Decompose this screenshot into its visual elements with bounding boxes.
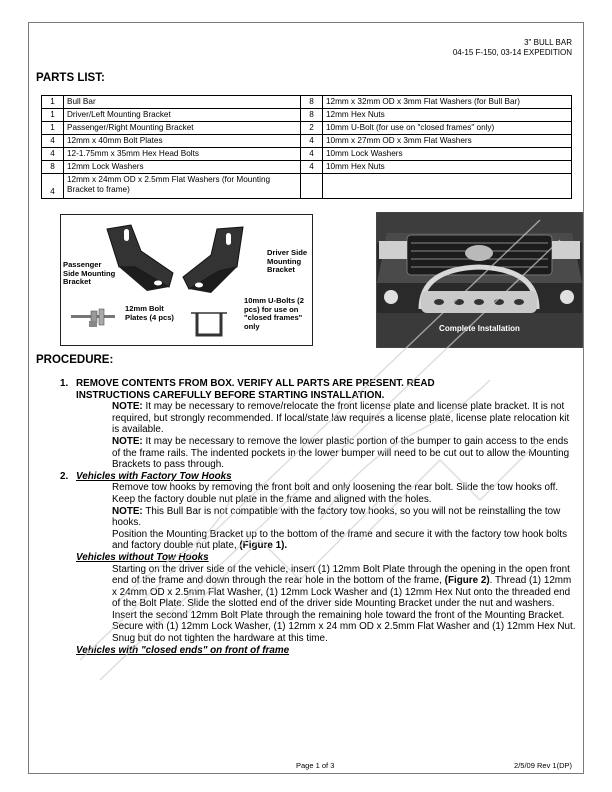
part-cell: 10mm Lock Washers <box>323 148 572 161</box>
revision-date: 2/5/09 Rev 1(DP) <box>514 761 572 770</box>
page-number: Page 1 of 3 <box>296 761 335 770</box>
table-row <box>42 109 572 122</box>
part-cell: 12-1.75mm x 35mm Hex Head Bolts <box>64 148 301 161</box>
part-cell: 12mm x 40mm Bolt Plates <box>64 135 301 148</box>
table-row <box>42 96 572 109</box>
qty-cell: 8 <box>301 96 323 109</box>
qty-cell: 1 <box>42 122 64 135</box>
parts-table <box>41 95 572 199</box>
note-label: NOTE: <box>112 505 143 517</box>
paragraph-text: Position the Mounting Bracket up to the bottom of the frame and secure it with the factory tow hook bolts and factory double nut plate, <box>112 528 568 552</box>
passenger-bracket-label: Passenger Side Mounting Bracket <box>63 260 116 286</box>
paragraph-text: Starting on the driver side of the vehicle, insert (1) 12mm Bolt Plate through the opening in the open front end of the frame and down through the rear hole in the bottom of the frame, <box>112 563 570 587</box>
hardware-figure <box>60 214 313 346</box>
step-3-heading: Vehicles without Tow Hooks <box>76 551 209 563</box>
step-1-line2: INSTRUCTIONS CAREFULLY BEFORE STARTING INSTALLATION. <box>76 389 385 401</box>
figure-reference: (Figure 1). <box>239 540 288 552</box>
header-models: 04-15 F-150, 03-14 EXPEDITION <box>452 48 572 57</box>
driver-bracket-image <box>183 227 243 293</box>
table-row <box>42 161 572 174</box>
note-text: It may be necessary to remove the lower plastic portion of the bumper to gain access to the ends of the frame rails. The indented pockets in the lower bumper will need to be cut out to allow the Mounting Brackets to pass through. <box>112 435 570 471</box>
part-cell: 12mm x 32mm OD x 3mm Flat Washers (for Bull Bar) <box>323 96 572 109</box>
qty-cell: 4 <box>301 161 323 174</box>
qty-cell: 1 <box>42 96 64 109</box>
procedure-title: PROCEDURE: <box>36 354 114 366</box>
step-4-heading: Vehicles with "closed ends" on front of frame <box>76 644 290 656</box>
note-label: NOTE: <box>112 435 143 447</box>
step-number: 1. <box>60 378 69 389</box>
installation-photo <box>376 212 583 348</box>
bolt-plate-image <box>71 309 115 327</box>
driver-bracket-label: Driver Side Mounting Bracket <box>267 248 308 274</box>
part-cell: 12mm x 24mm OD x 2.5mm Flat Washers (for Mounting Bracket to frame) <box>64 174 301 199</box>
table-row <box>42 122 572 135</box>
figure-reference: (Figure 2) <box>444 575 490 587</box>
step-2-note <box>112 506 576 529</box>
u-bolts-label: 10mm U-Bolts (2 pcs) for use on "closed frames" only <box>244 296 304 331</box>
note-label: NOTE: <box>112 401 143 413</box>
procedure-body <box>36 378 576 656</box>
table-row <box>42 148 572 161</box>
part-cell: Driver/Left Mounting Bracket <box>64 109 301 122</box>
part-cell: 10mm x 27mm OD x 3mm Flat Washers <box>323 135 572 148</box>
table-row <box>42 135 572 148</box>
qty-cell: 8 <box>301 109 323 122</box>
part-cell <box>323 174 572 199</box>
note-text: It may be necessary to remove/relocate the front license plate and license plate bracket. It is not required, but strongly recommended. If local/state law requires a license plate, license plate relocation kit is available. <box>112 401 570 436</box>
u-bolt-image <box>191 313 227 335</box>
qty-cell: 4 <box>42 174 64 199</box>
part-cell: 10mm U-Bolt (for use on "closed frames" only) <box>323 122 572 135</box>
qty-cell: 8 <box>42 161 64 174</box>
qty-cell <box>301 174 323 199</box>
header-title: 3" BULL BAR <box>524 38 572 47</box>
step-1-note-2 <box>112 436 576 471</box>
step-2-title: Vehicles with Factory Tow Hooks <box>76 470 232 482</box>
step-1-line1: REMOVE CONTENTS FROM BOX. VERIFY ALL PARTS ARE PRESENT. READ <box>76 378 435 389</box>
photo-caption: Complete Installation <box>439 324 520 333</box>
table-row <box>42 174 572 199</box>
step-1-note-1 <box>112 401 576 436</box>
step-2-heading <box>60 471 576 483</box>
step-3-paragraph <box>112 564 576 645</box>
step-1-heading <box>36 378 576 390</box>
part-cell: 10mm Hex Nuts <box>323 161 572 174</box>
part-cell: Passenger/Right Mounting Bracket <box>64 122 301 135</box>
qty-cell: 4 <box>42 148 64 161</box>
part-cell: 12mm Lock Washers <box>64 161 301 174</box>
paragraph-text: . Thread (1) 12mm x 24mm OD x 2.5mm Flat Washer, (1) 12mm Lock Washer and (1) 12mm Hex Nut onto the threaded end of the Bolt Plate. Slide the slotted end of the driver side Mounting Bracket under the nut and washers. Insert the second 12mm Bolt Plate through the remaining hole toward the front of the Mounting Bracket. Secure with (1) 12mm Lock Washer, (1) 12mm x 24 mm OD x 2.5mm Flat Washer and (1) 12mm Hex Nut. Snug but do not tighten the hardware at this time. <box>112 575 576 645</box>
qty-cell: 4 <box>42 135 64 148</box>
step-2-paragraph-2 <box>112 529 576 552</box>
part-cell: Bull Bar <box>64 96 301 109</box>
qty-cell: 4 <box>301 148 323 161</box>
bolt-plates-label: 12mm Bolt Plates (4 pcs) <box>125 304 174 322</box>
note-text: This Bull Bar is not compatible with the factory tow hooks, so you will not be reinstalling the tow hooks. <box>112 505 561 529</box>
step-2-paragraph-1: Remove tow hooks by removing the front bolt and only loosening the rear bolt. Slide the tow hooks off. Keep the factory double nut plate in the frame and aligned with the holes. <box>112 482 559 505</box>
document-header <box>453 38 572 58</box>
part-cell: 12mm Hex Nuts <box>323 109 572 122</box>
step-number: 2. <box>60 470 69 482</box>
qty-cell: 4 <box>301 135 323 148</box>
qty-cell: 2 <box>301 122 323 135</box>
parts-list-title: PARTS LIST: <box>36 72 105 84</box>
qty-cell: 1 <box>42 109 64 122</box>
